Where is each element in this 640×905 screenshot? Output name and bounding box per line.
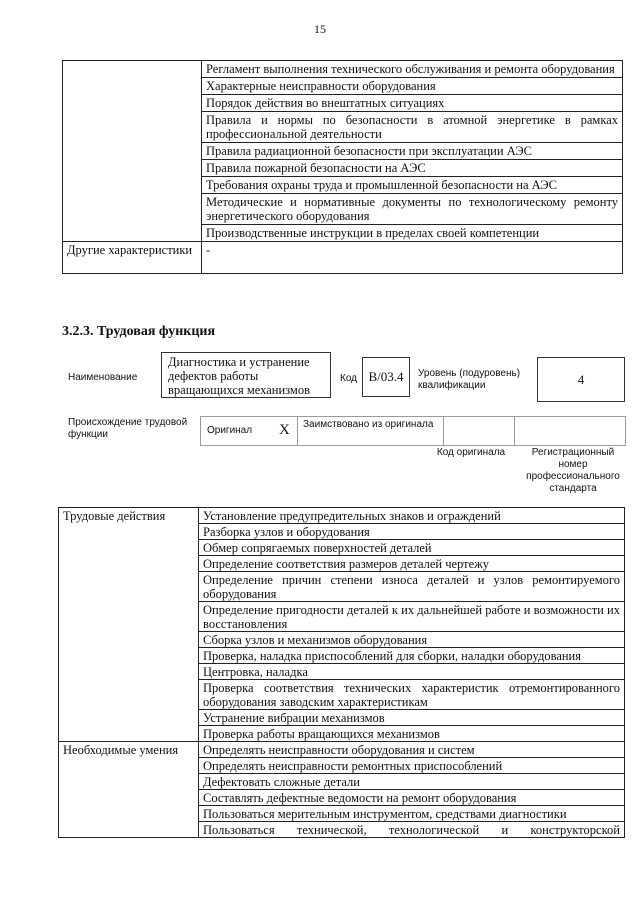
- registration-number-caption: Регистрационный номер профессионального стандарта: [526, 447, 620, 494]
- labor-action-item: Проверка, наладка приспособлений для сборки, наладки оборудования: [199, 648, 625, 664]
- labor-action-item: Определение соответствия размеров деталей чертежу: [199, 556, 625, 572]
- qualification-level-label: Уровень (подуровень) квалификации: [418, 368, 521, 391]
- knowledge-item: Методические и нормативные документы по технологическому ремонту энергетического оборудования: [202, 194, 623, 225]
- knowledge-item: Регламент выполнения технического обслуживания и ремонта оборудования: [202, 61, 623, 78]
- qualification-level-box: 4: [537, 357, 625, 402]
- labor-action-item: Разборка узлов и оборудования: [199, 524, 625, 540]
- original-checkbox-mark: X: [279, 422, 290, 438]
- knowledge-item: Порядок действия во внештатных ситуациях: [202, 95, 623, 112]
- knowledge-item: Правила пожарной безопасности на АЭС: [202, 160, 623, 177]
- knowledge-item: Правила и нормы по безопасности в атомной энергетике в рамках профессиональной деятельности: [202, 112, 623, 143]
- function-name-box: Диагностика и устранение дефектов работы вращающихся механизмов: [161, 352, 331, 398]
- labor-action-item: Установление предупредительных знаков и ограждений: [199, 508, 625, 524]
- section-heading: 3.2.3. Трудовая функция: [62, 324, 216, 339]
- borrowed-label: Заимствовано из оригинала: [303, 419, 434, 430]
- code-original-caption: Код оригинала: [436, 447, 506, 458]
- labor-action-item: Определение причин степени износа деталей и узлов ремонтируемого оборудования: [199, 572, 625, 602]
- labor-action-item: Обмер сопрягаемых поверхностей деталей: [199, 540, 625, 556]
- origin-row: [200, 416, 626, 446]
- labor-action-item: Устранение вибрации механизмов: [199, 710, 625, 726]
- origin-label: Происхождение трудовой функции: [68, 417, 188, 440]
- other-characteristics-value: -: [202, 242, 623, 274]
- knowledge-item: Требования охраны труда и промышленной безопасности на АЭС: [202, 177, 623, 194]
- labor-action-item: Проверка работы вращающихся механизмов: [199, 726, 625, 742]
- required-skills-label: Необходимые умения: [59, 742, 199, 838]
- knowledge-item: Правила радиационной безопасности при эксплуатации АЭС: [202, 143, 623, 160]
- other-characteristics-label: Другие характеристики: [63, 242, 202, 274]
- skill-item: Пользоваться мерительным инструментом, средствами диагностики: [199, 806, 625, 822]
- labor-action-item: Центровка, наладка: [199, 664, 625, 680]
- skill-item: Пользоваться технической, технологической и конструкторской: [199, 822, 625, 838]
- code-label: Код: [340, 373, 358, 384]
- labor-action-item: Сборка узлов и механизмов оборудования: [199, 632, 625, 648]
- knowledge-item: Производственные инструкции в пределах своей компетенции: [202, 225, 623, 242]
- knowledge-table-continuation: [62, 60, 623, 274]
- skill-item: Составлять дефектные ведомости на ремонт оборудования: [199, 790, 625, 806]
- page-number: 15: [314, 22, 326, 36]
- skill-item: Дефектовать сложные детали: [199, 774, 625, 790]
- name-label: Наименование: [68, 372, 138, 383]
- skill-item: Определять неисправности ремонтных приспособлений: [199, 758, 625, 774]
- knowledge-item: Характерные неисправности оборудования: [202, 78, 623, 95]
- original-label: Оригинал: [207, 425, 253, 436]
- labor-action-item: Проверка соответствия технических характеристик отремонтированного оборудования заводским характеристикам: [199, 680, 625, 710]
- labor-function-table: [58, 507, 625, 838]
- skill-item: Определять неисправности оборудования и систем: [199, 742, 625, 758]
- knowledge-label-cell: [63, 61, 202, 242]
- labor-action-item: Определение пригодности деталей к их дальнейшей работе и возможности их восстановления: [199, 602, 625, 632]
- function-code-box: В/03.4: [362, 357, 410, 397]
- labor-actions-label: Трудовые действия: [59, 508, 199, 742]
